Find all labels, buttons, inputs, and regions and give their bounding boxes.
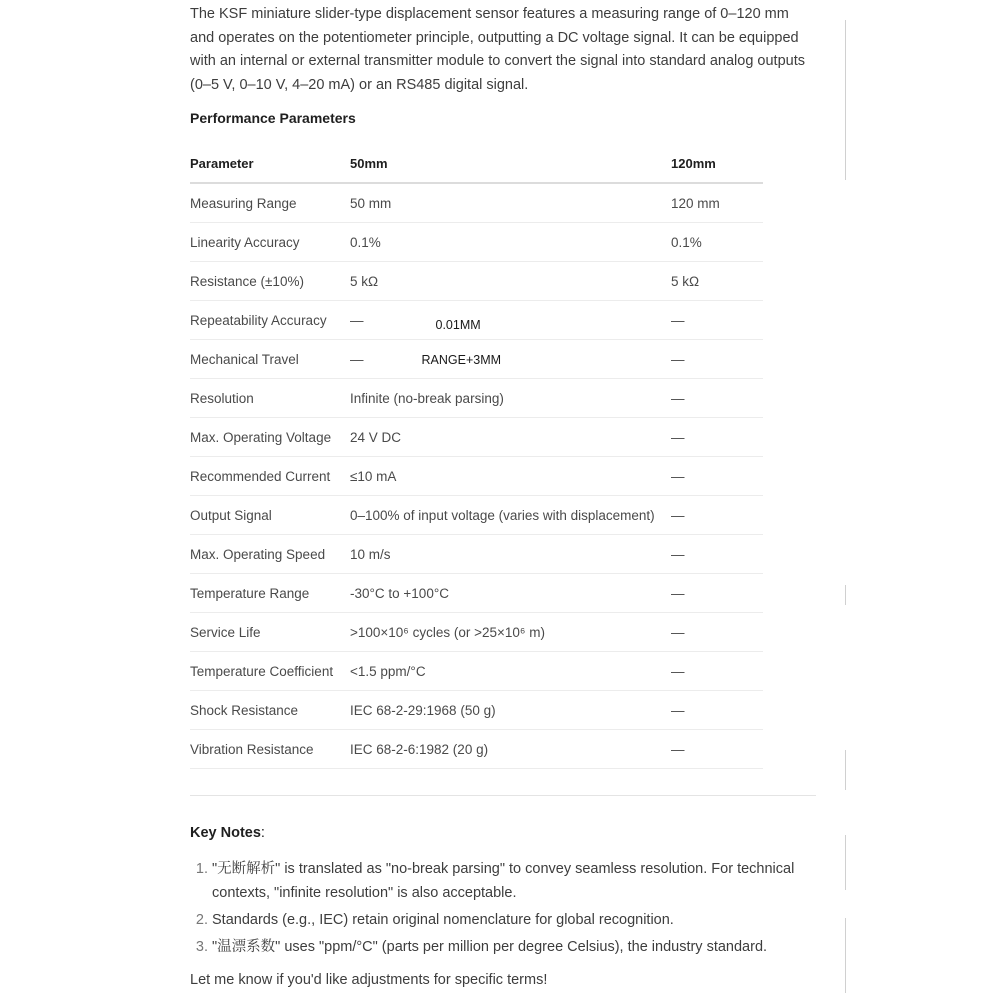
param-name: Temperature Coefficient xyxy=(190,652,350,691)
scroll-edge-line xyxy=(845,835,846,890)
value-120mm: 5 kΩ xyxy=(671,262,763,301)
key-notes-title: Key Notes xyxy=(190,825,261,841)
value-120mm: — xyxy=(671,418,763,457)
param-name: Resolution xyxy=(190,379,350,418)
table-row xyxy=(190,652,763,691)
param-name: Linearity Accuracy xyxy=(190,223,350,262)
handwritten-note: 0.01MM xyxy=(435,317,481,332)
list-item: 1. "无断解析" is translated as "no-break parsing" to convey seamless resolution. For technical contexts, "infinite resolution" is also acceptable. xyxy=(212,857,822,905)
scroll-edge-line xyxy=(845,20,846,180)
header-50mm: 50mm xyxy=(350,144,671,183)
key-notes-heading xyxy=(190,825,265,841)
header-parameter: Parameter xyxy=(190,144,350,183)
value-50mm: 0–100% of input voltage (varies with displacement) xyxy=(350,496,671,535)
table-row xyxy=(190,730,763,769)
scroll-edge-line xyxy=(845,585,846,605)
table-row xyxy=(190,418,763,457)
value-120mm: — xyxy=(671,301,763,340)
value-50mm: -30°C to +100°C xyxy=(350,574,671,613)
scroll-edge-line xyxy=(845,918,846,993)
param-name: Temperature Range xyxy=(190,574,350,613)
value-120mm: — xyxy=(671,574,763,613)
param-name: Mechanical Travel xyxy=(190,340,350,379)
table-row xyxy=(190,691,763,730)
param-name: Max. Operating Voltage xyxy=(190,418,350,457)
value-50mm: — xyxy=(350,312,364,328)
table-row xyxy=(190,379,763,418)
table-row xyxy=(190,496,763,535)
param-name: Recommended Current xyxy=(190,457,350,496)
scroll-edge-line xyxy=(845,750,846,790)
table-row xyxy=(190,183,763,223)
table-row xyxy=(190,535,763,574)
table-row xyxy=(190,340,763,379)
value-120mm: — xyxy=(671,457,763,496)
table-row xyxy=(190,613,763,652)
table-row xyxy=(190,262,763,301)
value-50mm: 5 kΩ xyxy=(350,262,671,301)
param-name: Max. Operating Speed xyxy=(190,535,350,574)
value-50mm: 0.1% xyxy=(350,223,671,262)
value-50mm: 24 V DC xyxy=(350,418,671,457)
value-50mm-cell xyxy=(350,340,671,379)
value-120mm: — xyxy=(671,496,763,535)
value-50mm: IEC 68-2-6:1982 (20 g) xyxy=(350,730,671,769)
key-notes-list xyxy=(190,857,822,962)
value-50mm: — xyxy=(350,351,364,367)
param-name: Measuring Range xyxy=(190,183,350,223)
value-50mm-cell xyxy=(350,301,671,340)
list-item: 3. "温漂系数" uses "ppm/°C" (parts per million per degree Celsius), the industry standard. xyxy=(212,935,822,959)
list-item: 2. Standards (e.g., IEC) retain original nomenclature for global recognition. xyxy=(212,908,822,932)
value-120mm: 0.1% xyxy=(671,223,763,262)
section-divider xyxy=(190,795,816,796)
intro-paragraph: The KSF miniature slider-type displacement sensor features a measuring range of 0–120 mm and operates on the potentiometer principle, outputting a DC voltage signal. It can be equipped with an internal or external transmitter module to convert the signal into standard analog outputs (0–5 V, 0–10 V, 4–20 mA) or an RS485 digital signal. xyxy=(190,6,805,93)
value-50mm: ≤10 mA xyxy=(350,457,671,496)
table-row xyxy=(190,223,763,262)
value-120mm: — xyxy=(671,652,763,691)
key-notes-colon: : xyxy=(260,825,265,841)
value-120mm: — xyxy=(671,535,763,574)
header-120mm: 120mm xyxy=(671,144,763,183)
value-120mm: 120 mm xyxy=(671,183,763,223)
closing-text: Let me know if you'd like adjustments for specific terms! xyxy=(190,972,548,988)
param-name: Service Life xyxy=(190,613,350,652)
section-title: Performance Parameters xyxy=(190,110,356,126)
param-name: Resistance (±10%) xyxy=(190,262,350,301)
handwritten-note: RANGE+3MM xyxy=(421,352,502,367)
parameters-table xyxy=(190,144,763,769)
value-50mm: IEC 68-2-29:1968 (50 g) xyxy=(350,691,671,730)
value-120mm: — xyxy=(671,340,763,379)
table-row xyxy=(190,457,763,496)
value-50mm: 50 mm xyxy=(350,183,671,223)
value-50mm: Infinite (no-break parsing) xyxy=(350,379,671,418)
table-row xyxy=(190,574,763,613)
value-50mm: <1.5 ppm/°C xyxy=(350,652,671,691)
value-50mm: >100×10⁶ cycles (or >25×10⁶ m) xyxy=(350,613,671,652)
param-name: Repeatability Accuracy xyxy=(190,301,350,340)
value-120mm: — xyxy=(671,613,763,652)
value-120mm: — xyxy=(671,730,763,769)
param-name: Vibration Resistance xyxy=(190,730,350,769)
table-row xyxy=(190,301,763,340)
value-50mm: 10 m/s xyxy=(350,535,671,574)
table-header-row xyxy=(190,144,763,183)
param-name: Shock Resistance xyxy=(190,691,350,730)
param-name: Output Signal xyxy=(190,496,350,535)
value-120mm: — xyxy=(671,379,763,418)
value-120mm: — xyxy=(671,691,763,730)
